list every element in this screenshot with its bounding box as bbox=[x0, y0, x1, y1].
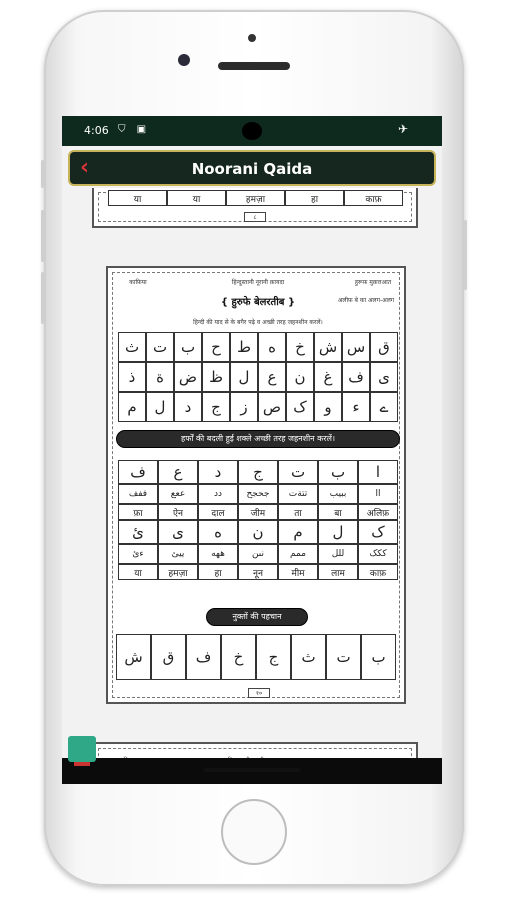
letter-shape-cell: ههه bbox=[198, 544, 238, 564]
letter-shape-cell: ا bbox=[358, 460, 398, 484]
page-header-left: काफ़िया bbox=[129, 279, 147, 286]
letter-shape-cell: د bbox=[198, 460, 238, 484]
letter-cell: ء bbox=[342, 392, 370, 422]
letter-cell: ل bbox=[230, 362, 258, 392]
page-number: १० bbox=[248, 688, 270, 698]
dots-cell: ت bbox=[326, 634, 361, 680]
previous-page-row bbox=[108, 190, 403, 206]
letter-shapes-row bbox=[118, 564, 398, 580]
letter-shape-cell: फ़ा bbox=[118, 504, 158, 520]
letter-shape-cell: बा bbox=[318, 504, 358, 520]
letter-shape-cell: دد bbox=[198, 484, 238, 504]
letter-shape-cell: मीम bbox=[278, 564, 318, 580]
letter-cell: ش bbox=[314, 332, 342, 362]
letter-cell: ث bbox=[118, 332, 146, 362]
letter-shape-cell: ععع bbox=[158, 484, 198, 504]
letter-shape-cell: ففف bbox=[118, 484, 158, 504]
letter-cell: ے bbox=[370, 392, 398, 422]
page-title: { हुरुफे बेलरतीब } bbox=[220, 297, 296, 308]
letter-shapes-row bbox=[118, 460, 398, 484]
app-bar bbox=[68, 150, 436, 186]
letter-cell: ذ bbox=[118, 362, 146, 392]
letter-cell: ط bbox=[230, 332, 258, 362]
volume-down-button bbox=[41, 272, 44, 324]
instruction-text: हिन्दी की याद से के बगैर पढ़े व अच्छी तरह जहनशीन करलें। bbox=[193, 319, 323, 326]
letter-cell: ن bbox=[286, 362, 314, 392]
camera-notch bbox=[242, 122, 262, 140]
qaida-page bbox=[106, 266, 406, 704]
page-header-center: हिन्दुस्तानी नूरानी क़ायदा bbox=[231, 279, 285, 286]
letter-shape-cell: काफ़ bbox=[358, 564, 398, 580]
letter-shape-cell: ن bbox=[238, 520, 278, 544]
letter-cell: ل bbox=[146, 392, 174, 422]
dots-cell: ب bbox=[361, 634, 396, 680]
dots-cell: ج bbox=[256, 634, 291, 680]
letter-shape-cell: تتةت bbox=[278, 484, 318, 504]
letter-shape-cell: م bbox=[278, 520, 318, 544]
letter-shape-cell: ببیب bbox=[318, 484, 358, 504]
letter-shapes-row bbox=[118, 504, 398, 520]
previous-page-cell: या bbox=[167, 190, 226, 206]
letter-cell: ح bbox=[202, 332, 230, 362]
letter-cell: ف bbox=[342, 362, 370, 392]
dots-cell: ق bbox=[151, 634, 186, 680]
letters-grid-row bbox=[118, 332, 398, 362]
letter-cell: خ bbox=[286, 332, 314, 362]
banner-dots: नुक्तों की पहचान bbox=[206, 608, 308, 626]
letter-shape-cell: ءئ bbox=[118, 544, 158, 564]
letter-cell: ظ bbox=[202, 362, 230, 392]
previous-page-cell: हा bbox=[285, 190, 344, 206]
letter-shapes-row bbox=[118, 544, 398, 564]
letter-shape-cell: ت bbox=[278, 460, 318, 484]
letter-shape-cell: ی bbox=[158, 520, 198, 544]
letter-cell: ی bbox=[370, 362, 398, 392]
letter-shape-cell: अलिफ़ bbox=[358, 504, 398, 520]
letter-cell: ز bbox=[230, 392, 258, 422]
letter-cell: ج bbox=[202, 392, 230, 422]
letter-shape-cell: लाम bbox=[318, 564, 358, 580]
letter-shape-cell: ئ bbox=[118, 520, 158, 544]
letter-shape-cell: हमज़ा bbox=[158, 564, 198, 580]
letter-shape-cell: للل bbox=[318, 544, 358, 564]
previous-page-number: ८ bbox=[244, 212, 266, 222]
letter-cell: غ bbox=[314, 362, 342, 392]
letter-shape-cell: ع bbox=[158, 460, 198, 484]
letter-shape-cell: ه bbox=[198, 520, 238, 544]
previous-page-cell: काफ़ bbox=[344, 190, 403, 206]
mute-switch bbox=[41, 160, 44, 188]
page-header-right: हुरूफ़ मुक़त्तआत bbox=[354, 279, 392, 286]
front-camera bbox=[178, 54, 190, 66]
letter-shape-cell: ککک bbox=[358, 544, 398, 564]
letter-cell: م bbox=[118, 392, 146, 422]
letter-shape-cell: ता bbox=[278, 504, 318, 520]
letter-shape-cell: ف bbox=[118, 460, 158, 484]
letter-cell: ق bbox=[370, 332, 398, 362]
letters-grid-row bbox=[118, 392, 398, 422]
dots-cell: ث bbox=[291, 634, 326, 680]
letter-shape-cell: ییئ bbox=[158, 544, 198, 564]
dots-cell: ف bbox=[186, 634, 221, 680]
letter-shape-cell: नून bbox=[238, 564, 278, 580]
letter-cell: ه bbox=[258, 332, 286, 362]
dots-cell: خ bbox=[221, 634, 256, 680]
letter-cell: ک bbox=[286, 392, 314, 422]
letter-cell: ة bbox=[146, 362, 174, 392]
status-bar bbox=[62, 116, 442, 146]
earpiece-speaker bbox=[218, 62, 290, 70]
letters-grid-row bbox=[118, 362, 398, 392]
letters-grid bbox=[118, 332, 398, 422]
dots-table bbox=[116, 634, 396, 680]
letter-shape-cell: ممم bbox=[278, 544, 318, 564]
letter-shape-cell: جحجح bbox=[238, 484, 278, 504]
letter-cell: ض bbox=[174, 362, 202, 392]
letter-shape-cell: जीम bbox=[238, 504, 278, 520]
letter-shape-cell: या bbox=[118, 564, 158, 580]
book-icon[interactable] bbox=[68, 736, 96, 762]
letter-cell: د bbox=[174, 392, 202, 422]
letter-shape-cell: हा bbox=[198, 564, 238, 580]
letter-shape-cell: दाल bbox=[198, 504, 238, 520]
letter-shape-cell: ج bbox=[238, 460, 278, 484]
letter-shapes-table bbox=[118, 460, 398, 580]
letter-cell: ت bbox=[146, 332, 174, 362]
letter-shape-cell: ऐन bbox=[158, 504, 198, 520]
home-gesture-bar[interactable] bbox=[204, 768, 300, 772]
letter-shapes-row bbox=[118, 520, 398, 544]
app-title: Noorani Qaida bbox=[191, 160, 313, 178]
letter-cell: ب bbox=[174, 332, 202, 362]
home-button[interactable] bbox=[221, 799, 287, 865]
side-note: अलीफ़ बे का अलग-अलग bbox=[337, 297, 395, 304]
dots-cell: ش bbox=[116, 634, 151, 680]
letter-cell: و bbox=[314, 392, 342, 422]
back-arrow-icon[interactable]: ‹ bbox=[80, 155, 90, 180]
previous-page-cell: या bbox=[108, 190, 167, 206]
letter-cell: ع bbox=[258, 362, 286, 392]
proximity-sensor bbox=[248, 34, 256, 42]
previous-page-cell: हमज़ा bbox=[226, 190, 285, 206]
letter-shape-cell: نںن bbox=[238, 544, 278, 564]
banner-letter-shapes: हर्फों की बदली हुई शक्ले अच्छी तरह जहनशीन करलें। bbox=[116, 430, 400, 448]
notification-icons: ⛉ ▣ bbox=[118, 124, 151, 135]
letter-shapes-row bbox=[118, 484, 398, 504]
screen bbox=[62, 116, 442, 784]
dots-row bbox=[116, 634, 396, 680]
letter-shape-cell: ک bbox=[358, 520, 398, 544]
airplane-icon: ✈ bbox=[397, 122, 408, 136]
previous-page-strip bbox=[92, 188, 418, 228]
power-button bbox=[464, 220, 467, 290]
letter-shape-cell: اا bbox=[358, 484, 398, 504]
letter-cell: ص bbox=[258, 392, 286, 422]
letter-shape-cell: ل bbox=[318, 520, 358, 544]
letter-shape-cell: ب bbox=[318, 460, 358, 484]
status-time: 4:06 bbox=[84, 124, 109, 137]
letter-cell: س bbox=[342, 332, 370, 362]
volume-up-button bbox=[41, 210, 44, 262]
